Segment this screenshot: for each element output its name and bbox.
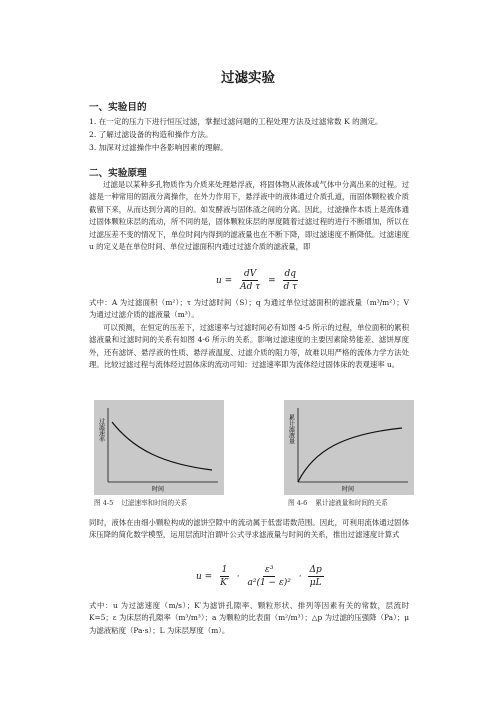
figure-rate-vs-time — [94, 400, 224, 495]
principle-paragraph-4: 同时，液体在由细小颗粒构成的滤饼空隙中的流动属于低雷诺数范围。因此，可利用流体通过固体床压降的简化数学模型，运用层流时泊谓叶公式寻求滤液量与时间的关系，推出过滤速度计算式 — [89, 518, 409, 540]
eq1-fraction-1 — [238, 269, 262, 292]
eq2-den-2: a²(1 − ε)² — [247, 578, 291, 588]
eq2-lhs: u — [196, 572, 202, 582]
rate-equation: u = $\frac{1}{K'}$ · $\frac{\text{ε³}}{\text{a²(1 − ε)²}}$ · $\frac{\Delta p}{\mu L}$ — [196, 565, 322, 588]
eq2-num-3: Δp — [309, 565, 322, 575]
rate-chart — [94, 400, 224, 495]
eq2-num-1: 1 — [221, 565, 228, 575]
page-title: 过滤实验 — [221, 70, 275, 86]
principle-paragraph-3: 可以预测，在恒定的压差下，过滤速率与过滤时间必有如图 4-5 所示的过程，单位面积的累积滤液量和过滤时间的关系有如图 4-6 所示的关系。影响过滤速度的主要因素除势能差、滤饼厚度外，还有滤饼、悬浮液的性质、悬浮液温度、过滤介质的阻力等，故难以用严格的流体力学方法处理。比较过滤过程与流体经过固体床的流动可知：过滤速率即为流体经过固体床的表观速率 u。 — [89, 323, 409, 370]
eq2-den-1: K′ — [220, 578, 229, 588]
figure-volume-vs-time — [284, 400, 414, 495]
rate-y-label: 过滤速率 — [97, 418, 105, 442]
section-heading-principle: 二、实验原理 — [89, 168, 147, 179]
volume-chart-bg — [284, 400, 414, 495]
eq1-den-1: Ad τ — [240, 282, 261, 292]
rate-chart-bg — [94, 400, 224, 495]
section-heading-purpose: 一、实验目的 — [89, 102, 147, 113]
eq2-fraction-2 — [245, 565, 292, 588]
rate-x-label: 时间 — [152, 486, 165, 493]
figure-4-6-text: 累计滤液量和时间的关系 — [315, 499, 388, 507]
figure-4-5-text: 过滤速率和时间的关系 — [121, 499, 188, 507]
figure-4-5-caption — [94, 497, 187, 507]
eq1-num-2: dq — [284, 269, 297, 279]
purpose-item-1: 1. 在一定的压力下进行恒压过滤，掌握过滤问题的工程处理方法及过滤常数 K 的测定。 — [89, 117, 383, 126]
figure-4-6-number: 图 4-6 — [288, 499, 308, 507]
principle-paragraph-1: 过滤是以某种多孔物质作为介质来处理悬浮液，将固体物从液体或气体中分离出来的过程。过滤是一种常用的固液分离操作，在外力作用下，悬浮液中的液体通过介质孔道，而固体颗粒被介质截留下来，从而达到分离的目的。如发酵液与固体渣之间的分离。因此，过滤操作本质上是流体通过固体颗粒床层的流动，所不同的是，固体颗粒床层的厚度随着过滤过程的进行不断增加，所以在过滤压差不变的情况下，单位时间内得到的滤液量也在不断下降，即过滤速度不断降低。过滤速度 u 的定义是在单位时间、单位过滤面积内通过过滤介质的滤液量，即 — [89, 180, 409, 252]
velocity-equation: u = $\frac{dV}{\text{Ad τ}}$ = $\frac{dq}{\text{d τ}}$ — [216, 269, 298, 292]
eq2-fraction-3 — [308, 565, 324, 588]
figure-4-5-number: 图 4-5 — [94, 499, 114, 507]
eq1-lhs: u — [216, 276, 222, 286]
volume-x-label: 时间 — [342, 486, 355, 493]
purpose-item-3: 3. 加深对过滤操作中各影响因素的理解。 — [89, 143, 228, 152]
volume-chart — [284, 400, 414, 495]
eq1-fraction-2 — [281, 269, 299, 292]
eq1-num-1: dV — [244, 269, 257, 279]
purpose-item-2: 2. 了解过滤设备的构造和操作方法。 — [89, 130, 213, 139]
eq2-num-2: ε³ — [264, 565, 274, 575]
principle-paragraph-2: 式中：A 为过滤面积（m²）；τ 为过滤时间（S）；q 为通过单位过滤面积的滤液量（m³/m²）；V 为通过过滤介质的滤液量（m³）。 — [89, 298, 409, 320]
principle-paragraph-5: 式中：u 为过滤速度（m/s）；K′为滤饼孔隙率、颗粒形状、排列等因素有关的常数，层流时 K=5；ε 为床层的孔隙率（m³/m³）；a 为颗粒的比表面（m²/m³）；△p 为过滤的压强降（Pa）；μ 为滤液粘度（Pa·s）；L 为床层厚度（m）。 — [89, 601, 409, 635]
eq1-den-2: d τ — [283, 282, 298, 292]
eq2-den-3: μL — [309, 578, 322, 588]
eq2-fraction-1 — [218, 565, 231, 588]
volume-y-label: 累计滤液量 — [287, 414, 295, 444]
figure-4-6-caption — [288, 497, 388, 507]
